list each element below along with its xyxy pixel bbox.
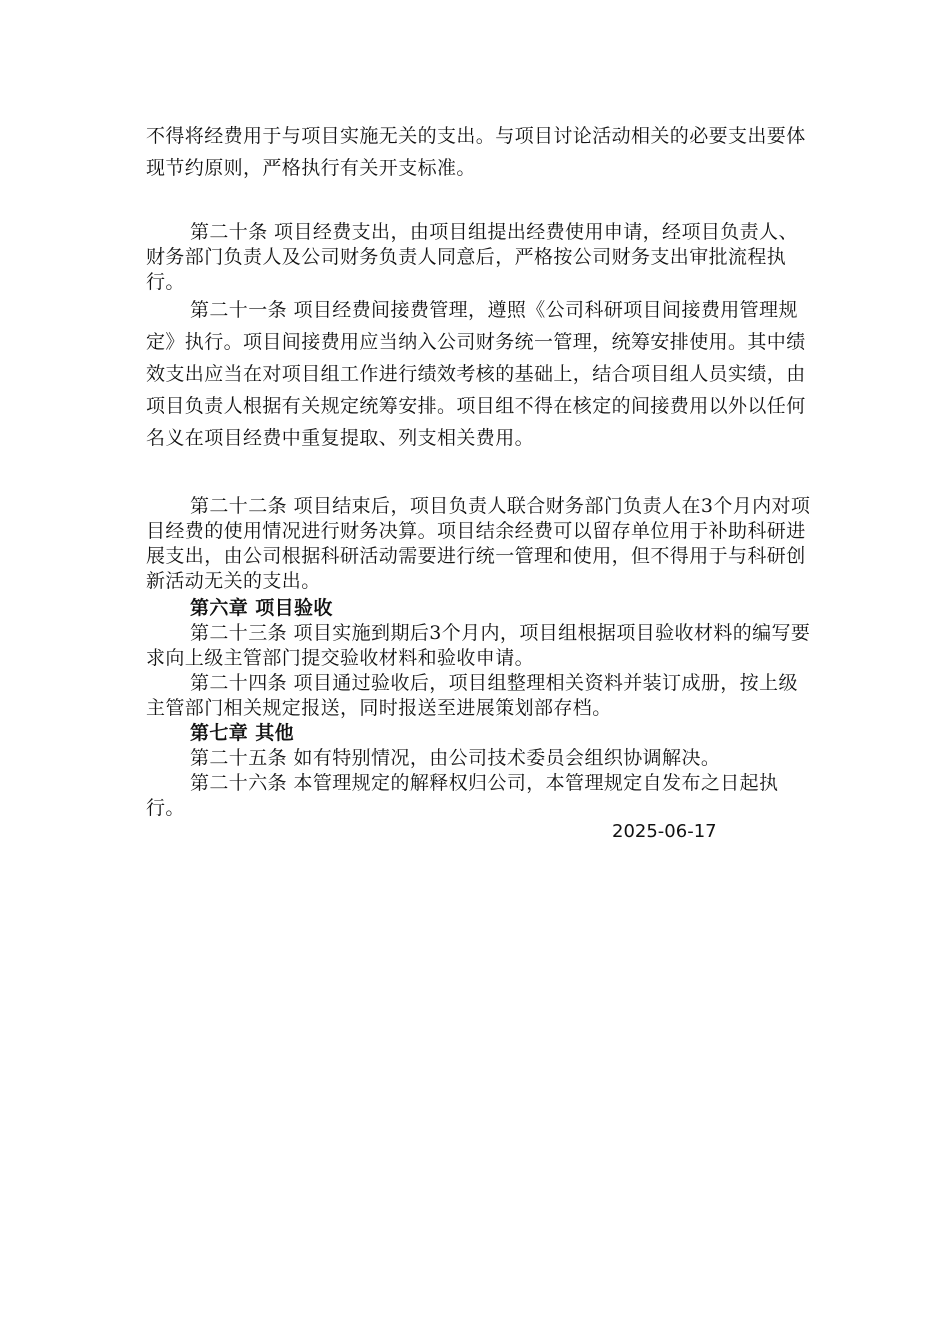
article-23: 第二十三条 项目实施到期后3个月内，项目组根据项目验收材料的编写要求向上级主管部门提交验收材料和验收申请。 — [146, 622, 811, 669]
chapter-6-heading: 第六章 项目验收 — [190, 597, 333, 619]
chapter-7-heading: 第七章 其他 — [190, 722, 295, 744]
article-22: 第二十二条 项目结束后，项目负责人联合财务部门负责人在3个月内对项目经费的使用情况进行财务决算。项目结余经费可以留存单位用于补助科研进展支出，由公司根据科研活动需要进行统一管理和使用，但不得用于与科研创新活动无关的支出。 — [146, 495, 811, 592]
article-24: 第二十四条 项目通过验收后，项目组整理相关资料并装订成册，按上级主管部门相关规定报送，同时报送至进展策划部存档。 — [146, 672, 798, 719]
article-21: 第二十一条 项目经费间接费管理，遵照《公司科研项目间接费用管理规定》执行。项目间接费用应当纳入公司财务统一管理，统筹安排使用。其中绩效支出应当在对项目组工作进行绩效考核的基础上，结合项目组人员实绩，由项目负责人根据有关规定统筹安排。项目组不得在核定的间接费用以外以任何名义在项目经费中重复提取、列支相关费用。 — [146, 299, 806, 449]
paragraph-expense-restriction: 不得将经费用于与项目实施无关的支出。与项目讨论活动相关的必要支出要体现节约原则，严格执行有关开支标准。 — [146, 125, 806, 179]
document-date: 2025-06-17 — [612, 821, 717, 842]
article-26: 第二十六条 本管理规定的解释权归公司，本管理规定自发布之日起执行。 — [146, 772, 779, 819]
article-25: 第二十五条 如有特别情况，由公司技术委员会组织协调解决。 — [190, 747, 721, 769]
article-20: 第二十条 项目经费支出，由项目组提出经费使用申请，经项目负责人、财务部门负责人及公司财务负责人同意后，严格按公司财务支出审批流程执行。 — [146, 221, 798, 293]
